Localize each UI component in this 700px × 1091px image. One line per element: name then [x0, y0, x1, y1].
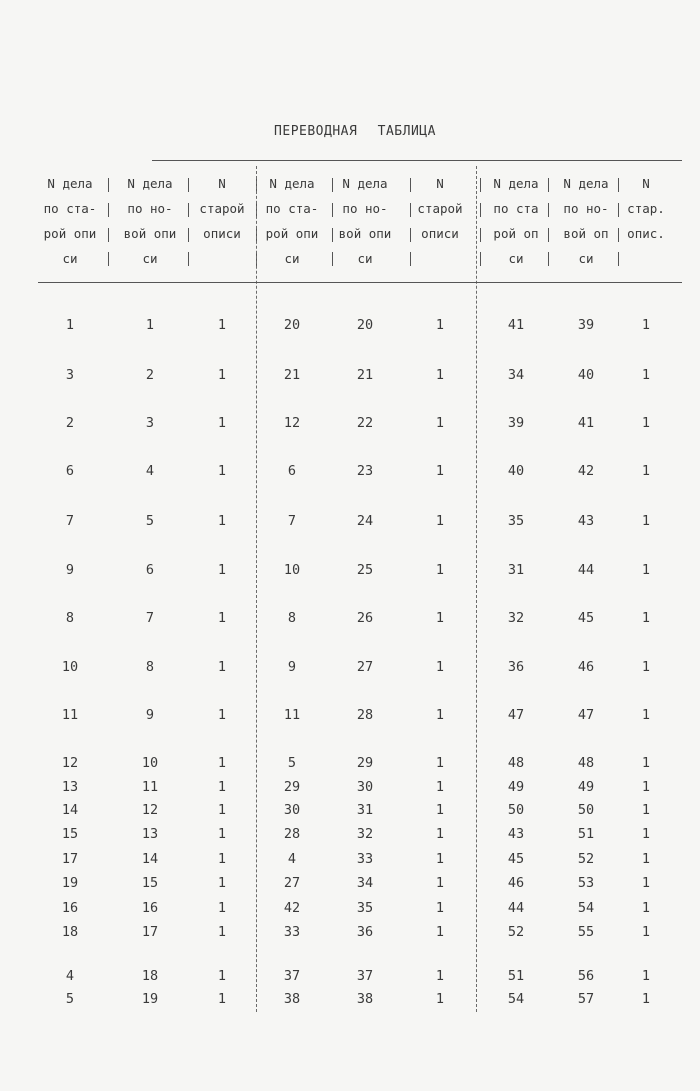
header-column-divider	[108, 178, 109, 192]
table-cell: 41	[507, 317, 525, 333]
table-cell: 9	[145, 707, 155, 723]
header-cell-text: старой	[417, 201, 463, 216]
header-cell-text: N	[642, 176, 650, 191]
table-cell: 1	[641, 707, 651, 723]
table-cell: 12	[283, 415, 301, 431]
table-cell: 29	[356, 755, 374, 771]
table-cell: 1	[217, 924, 227, 940]
table-cell: 27	[356, 659, 374, 675]
table-cell: 15	[61, 826, 79, 842]
table-cell: 1	[641, 463, 651, 479]
table-cell: 44	[577, 562, 595, 578]
header-cell-text: вой оп	[563, 226, 609, 241]
header-column-divider	[108, 252, 109, 266]
table-cell: 12	[61, 755, 79, 771]
table-cell: 20	[283, 317, 301, 333]
header-column-divider	[618, 252, 619, 266]
table-cell: 1	[641, 851, 651, 867]
header-column-divider	[548, 252, 549, 266]
table-cell: 50	[507, 802, 525, 818]
table-cell: 5	[287, 755, 297, 771]
header-cell-text: по ста	[493, 201, 539, 216]
table-cell: 43	[577, 513, 595, 529]
table-cell: 7	[65, 513, 75, 529]
table-cell: 29	[283, 779, 301, 795]
header-column-divider	[548, 228, 549, 242]
table-cell: 16	[141, 900, 159, 916]
table-cell: 5	[145, 513, 155, 529]
table-cell: 56	[577, 968, 595, 984]
header-cell-text: стар.	[627, 201, 665, 216]
header-cell-text: си	[142, 251, 158, 266]
table-cell: 17	[141, 924, 159, 940]
table-cell: 9	[65, 562, 75, 578]
table-cell: 1	[641, 900, 651, 916]
table-cell: 22	[356, 415, 374, 431]
table-cell: 31	[356, 802, 374, 818]
table-cell: 1	[217, 968, 227, 984]
header-cell-text: рой опи	[43, 226, 97, 241]
table-cell: 9	[287, 659, 297, 675]
table-cell: 37	[356, 968, 374, 984]
header-cell-text: старой	[199, 201, 245, 216]
header-bottom-rule	[38, 282, 682, 283]
table-cell: 3	[65, 367, 75, 383]
table-cell: 2	[145, 367, 155, 383]
table-cell: 1	[641, 875, 651, 891]
header-cell-text: рой опи	[265, 226, 319, 241]
table-cell: 1	[435, 755, 445, 771]
table-cell: 1	[435, 851, 445, 867]
table-cell: 28	[283, 826, 301, 842]
table-cell: 20	[356, 317, 374, 333]
table-cell: 1	[641, 755, 651, 771]
table-cell: 1	[65, 317, 75, 333]
header-column-divider	[410, 178, 411, 192]
table-cell: 4	[145, 463, 155, 479]
table-cell: 44	[507, 900, 525, 916]
table-cell: 1	[217, 317, 227, 333]
table-cell: 32	[356, 826, 374, 842]
header-cell-text: си	[357, 251, 373, 266]
table-cell: 1	[641, 826, 651, 842]
table-cell: 16	[61, 900, 79, 916]
header-cell-text: рой оп	[493, 226, 539, 241]
table-cell: 1	[641, 659, 651, 675]
header-cell-text: по но-	[127, 201, 173, 216]
table-cell: 1	[217, 875, 227, 891]
header-cell-text: N	[436, 176, 444, 191]
table-cell: 3	[145, 415, 155, 431]
header-column-divider	[332, 178, 333, 192]
header-column-divider	[480, 178, 481, 192]
table-cell: 1	[641, 779, 651, 795]
table-cell: 52	[577, 851, 595, 867]
table-cell: 33	[283, 924, 301, 940]
table-cell: 36	[507, 659, 525, 675]
table-cell: 37	[283, 968, 301, 984]
table-cell: 54	[577, 900, 595, 916]
header-cell-text: описи	[421, 226, 459, 241]
table-cell: 39	[507, 415, 525, 431]
group-separator	[256, 166, 257, 1012]
table-cell: 48	[577, 755, 595, 771]
table-cell: 1	[641, 415, 651, 431]
table-cell: 54	[507, 991, 525, 1007]
table-cell: 14	[141, 851, 159, 867]
table-cell: 43	[507, 826, 525, 842]
table-cell: 1	[641, 991, 651, 1007]
table-cell: 25	[356, 562, 374, 578]
table-cell: 1	[641, 968, 651, 984]
table-cell: 1	[641, 367, 651, 383]
table-cell: 1	[435, 367, 445, 383]
header-cell-text: N дела	[127, 176, 173, 191]
table-cell: 18	[61, 924, 79, 940]
header-column-divider	[108, 228, 109, 242]
table-cell: 1	[217, 367, 227, 383]
table-cell: 1	[435, 562, 445, 578]
table-cell: 13	[141, 826, 159, 842]
table-cell: 1	[217, 659, 227, 675]
header-cell-text: N дела	[47, 176, 93, 191]
table-cell: 19	[141, 991, 159, 1007]
table-cell: 40	[577, 367, 595, 383]
table-cell: 40	[507, 463, 525, 479]
table-cell: 1	[217, 851, 227, 867]
table-cell: 4	[65, 968, 75, 984]
table-cell: 1	[435, 415, 445, 431]
table-cell: 38	[283, 991, 301, 1007]
title-word-2: ТАБЛИЦА	[377, 124, 436, 139]
table-cell: 21	[356, 367, 374, 383]
table-cell: 17	[61, 851, 79, 867]
header-column-divider	[332, 228, 333, 242]
table-cell: 46	[577, 659, 595, 675]
table-cell: 1	[641, 924, 651, 940]
table-cell: 1	[435, 513, 445, 529]
table-cell: 35	[356, 900, 374, 916]
header-column-divider	[188, 228, 189, 242]
table-cell: 48	[507, 755, 525, 771]
table-cell: 47	[507, 707, 525, 723]
header-cell-text: N дела	[342, 176, 388, 191]
header-cell-text: описи	[203, 226, 241, 241]
table-cell: 34	[507, 367, 525, 383]
header-column-divider	[108, 203, 109, 217]
header-cell-text: си	[284, 251, 300, 266]
table-cell: 5	[65, 991, 75, 1007]
table-cell: 8	[287, 610, 297, 626]
table-cell: 10	[61, 659, 79, 675]
table-cell: 1	[641, 513, 651, 529]
table-cell: 1	[435, 779, 445, 795]
table-cell: 1	[217, 802, 227, 818]
table-cell: 1	[435, 610, 445, 626]
table-cell: 6	[287, 463, 297, 479]
table-cell: 8	[145, 659, 155, 675]
table-cell: 1	[217, 513, 227, 529]
table-cell: 21	[283, 367, 301, 383]
table-cell: 1	[641, 317, 651, 333]
table-cell: 1	[641, 562, 651, 578]
table-cell: 1	[435, 875, 445, 891]
table-cell: 55	[577, 924, 595, 940]
header-cell-text: си	[508, 251, 524, 266]
table-cell: 24	[356, 513, 374, 529]
table-cell: 19	[61, 875, 79, 891]
table-cell: 1	[435, 991, 445, 1007]
header-cell-text: си	[578, 251, 594, 266]
table-cell: 52	[507, 924, 525, 940]
header-cell-text: N дела	[269, 176, 315, 191]
table-cell: 23	[356, 463, 374, 479]
header-column-divider	[618, 203, 619, 217]
table-cell: 49	[507, 779, 525, 795]
header-column-divider	[480, 252, 481, 266]
table-cell: 1	[145, 317, 155, 333]
table-cell: 13	[61, 779, 79, 795]
table-cell: 51	[577, 826, 595, 842]
table-cell: 46	[507, 875, 525, 891]
table-cell: 7	[287, 513, 297, 529]
header-cell-text: N	[218, 176, 226, 191]
table-cell: 1	[435, 924, 445, 940]
header-cell-text: N дела	[493, 176, 539, 191]
page-title	[0, 124, 700, 139]
table-cell: 50	[577, 802, 595, 818]
table-cell: 6	[145, 562, 155, 578]
table-cell: 35	[507, 513, 525, 529]
table-cell: 18	[141, 968, 159, 984]
header-column-divider	[480, 203, 481, 217]
table-cell: 27	[283, 875, 301, 891]
table-cell: 2	[65, 415, 75, 431]
table-cell: 11	[283, 707, 301, 723]
table-cell: 26	[356, 610, 374, 626]
header-column-divider	[188, 203, 189, 217]
header-cell-text: по но-	[563, 201, 609, 216]
table-cell: 57	[577, 991, 595, 1007]
header-column-divider	[188, 178, 189, 192]
table-cell: 38	[356, 991, 374, 1007]
table-cell: 28	[356, 707, 374, 723]
table-cell: 7	[145, 610, 155, 626]
table-cell: 41	[577, 415, 595, 431]
table-cell: 39	[577, 317, 595, 333]
header-column-divider	[332, 203, 333, 217]
header-cell-text: вой опи	[123, 226, 177, 241]
header-column-divider	[410, 203, 411, 217]
table-cell: 4	[287, 851, 297, 867]
table-cell: 1	[217, 463, 227, 479]
table-cell: 8	[65, 610, 75, 626]
table-cell: 45	[577, 610, 595, 626]
header-column-divider	[548, 178, 549, 192]
table-cell: 1	[641, 610, 651, 626]
table-cell: 1	[435, 317, 445, 333]
header-cell-text: опис.	[627, 226, 665, 241]
table-cell: 10	[283, 562, 301, 578]
table-cell: 1	[641, 802, 651, 818]
header-column-divider	[548, 203, 549, 217]
table-cell: 1	[435, 659, 445, 675]
table-cell: 53	[577, 875, 595, 891]
table-cell: 1	[217, 562, 227, 578]
table-cell: 12	[141, 802, 159, 818]
header-cell-text: по ста-	[265, 201, 319, 216]
table-cell: 10	[141, 755, 159, 771]
table-cell: 1	[435, 968, 445, 984]
table-cell: 45	[507, 851, 525, 867]
header-cell-text: N дела	[563, 176, 609, 191]
header-top-rule	[152, 160, 682, 161]
table-cell: 49	[577, 779, 595, 795]
table-cell: 33	[356, 851, 374, 867]
group-separator	[476, 166, 477, 1012]
header-column-divider	[188, 252, 189, 266]
table-cell: 11	[61, 707, 79, 723]
table-cell: 36	[356, 924, 374, 940]
header-cell-text: по но-	[342, 201, 388, 216]
table-cell: 32	[507, 610, 525, 626]
header-column-divider	[410, 252, 411, 266]
table-cell: 15	[141, 875, 159, 891]
table-cell: 51	[507, 968, 525, 984]
table-cell: 42	[283, 900, 301, 916]
header-cell-text: по ста-	[43, 201, 97, 216]
table-cell: 1	[217, 415, 227, 431]
table-cell: 1	[435, 826, 445, 842]
table-cell: 1	[217, 707, 227, 723]
table-cell: 1	[217, 755, 227, 771]
table-cell: 47	[577, 707, 595, 723]
table-cell: 11	[141, 779, 159, 795]
header-column-divider	[332, 252, 333, 266]
table-cell: 1	[435, 802, 445, 818]
table-cell: 30	[283, 802, 301, 818]
table-cell: 34	[356, 875, 374, 891]
table-cell: 1	[217, 610, 227, 626]
table-cell: 42	[577, 463, 595, 479]
table-cell: 1	[435, 900, 445, 916]
table-cell: 1	[217, 779, 227, 795]
table-cell: 30	[356, 779, 374, 795]
header-column-divider	[618, 228, 619, 242]
table-cell: 1	[435, 707, 445, 723]
header-column-divider	[618, 178, 619, 192]
table-cell: 1	[217, 900, 227, 916]
table-cell: 1	[217, 826, 227, 842]
header-cell-text: вой опи	[338, 226, 392, 241]
table-cell: 1	[435, 463, 445, 479]
table-cell: 6	[65, 463, 75, 479]
table-cell: 31	[507, 562, 525, 578]
header-cell-text: си	[62, 251, 78, 266]
title-word-1: ПЕРЕВОДНАЯ	[274, 124, 358, 139]
table-cell: 1	[217, 991, 227, 1007]
header-column-divider	[410, 228, 411, 242]
table-cell: 14	[61, 802, 79, 818]
header-column-divider	[480, 228, 481, 242]
